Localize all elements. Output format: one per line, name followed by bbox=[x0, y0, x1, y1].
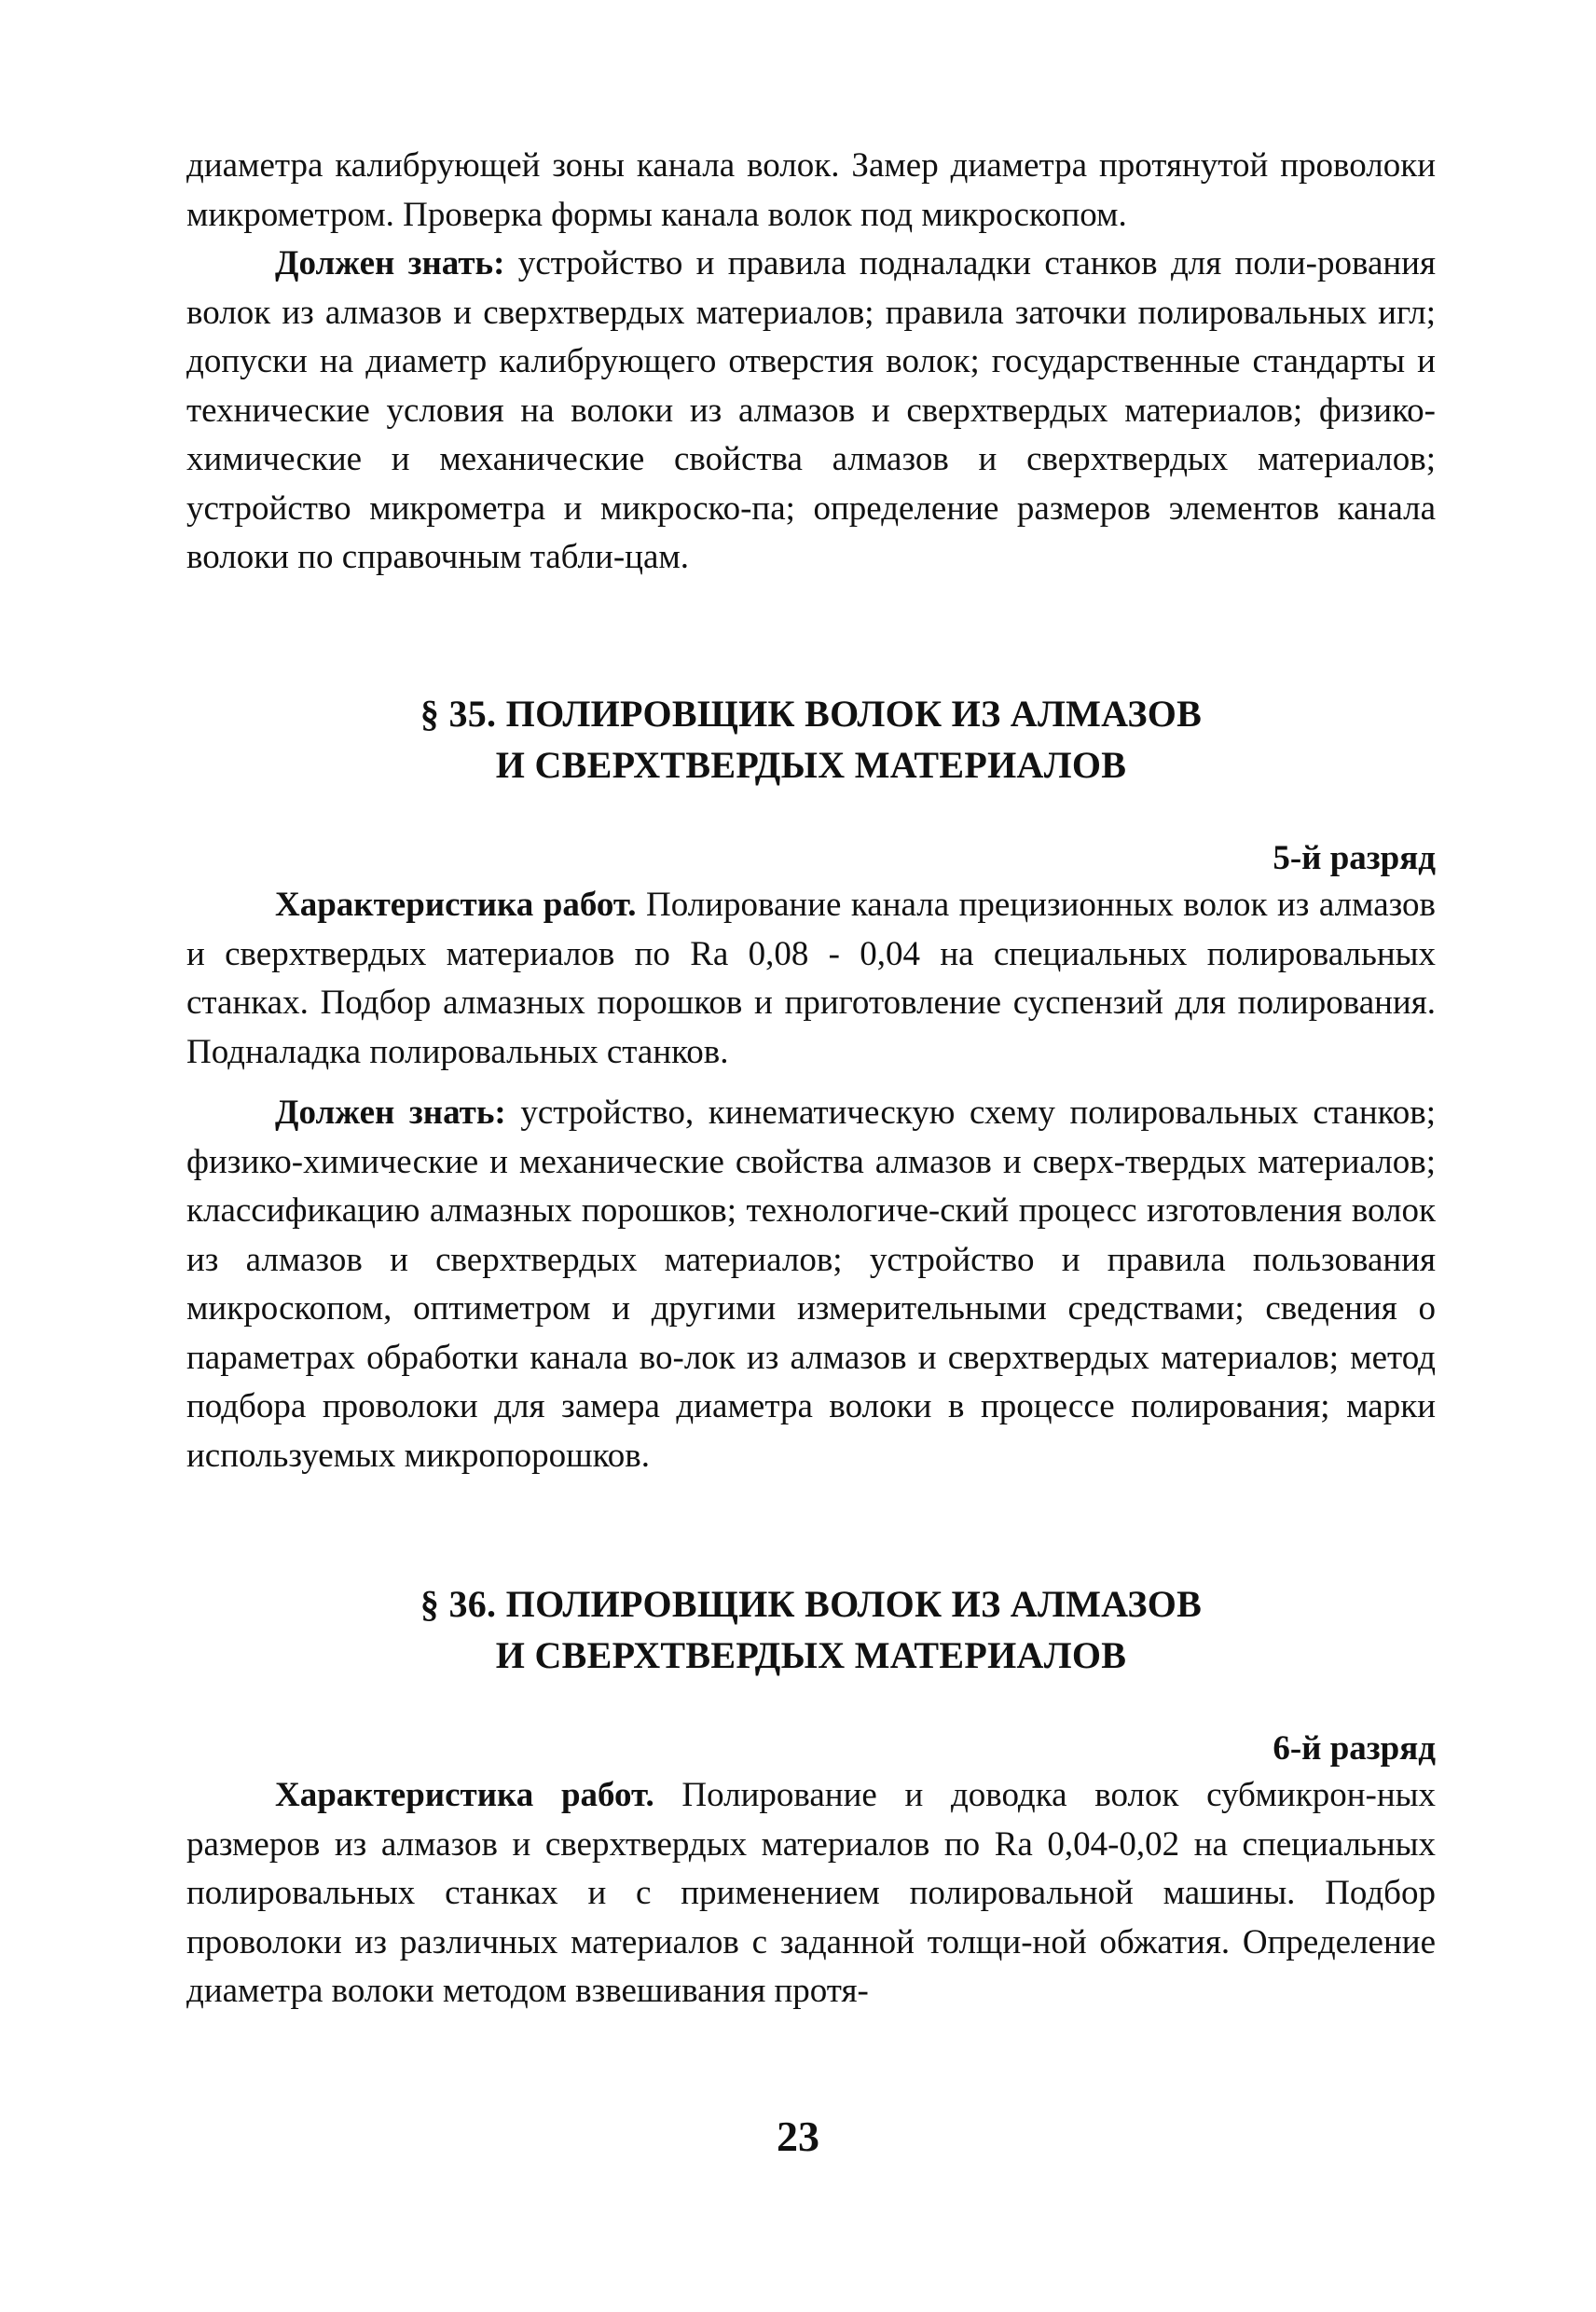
section-36-rank: 6-й разряд bbox=[1273, 1729, 1436, 1768]
text-line: па; определение размеров элементов канала волоки по справочным табли- bbox=[186, 489, 1436, 576]
section-35-rank: 5-й разряд bbox=[1273, 839, 1436, 877]
text-line: Полирование канала прецизионных волок bbox=[645, 886, 1268, 924]
text-line: цам. bbox=[625, 538, 690, 576]
work-paragraph bbox=[186, 881, 1436, 1077]
section-36-title bbox=[186, 1578, 1436, 1681]
section-35-title bbox=[186, 688, 1436, 791]
section-36-work bbox=[186, 1771, 1436, 2016]
knowledge-label: Должен знать: bbox=[275, 1094, 506, 1132]
intro-knowledge-paragraph bbox=[186, 240, 1436, 583]
text-line: сверхтвердых материалов; физико-химические и механические свойства bbox=[186, 391, 1437, 478]
text-line: замера диаметра волоки в процессе полирования; марки используемых bbox=[186, 1387, 1437, 1475]
text-line: станков; физико-химические и механические свойства алмазов и сверх- bbox=[186, 1094, 1437, 1181]
section-title-line: И СВЕРХТВЕРДЫХ МАТЕРИАЛОВ bbox=[495, 744, 1127, 786]
section-title-line: § 36. ПОЛИРОВЩИК ВОЛОК ИЗ АЛМАЗОВ bbox=[420, 1583, 1203, 1625]
text-line: алмазов и сверхтвердых материалов; устройство микрометра и микроско- bbox=[186, 440, 1436, 528]
knowledge-paragraph bbox=[186, 1089, 1436, 1480]
text-line: из алмазов и сверхтвердых материалов по Ra 0,08 - 0,04 на специальных bbox=[186, 886, 1437, 973]
text-line: твердых материалов; классификацию алмазных порошков; технологиче- bbox=[186, 1142, 1436, 1230]
intro-text bbox=[186, 142, 1436, 583]
work-label: Характеристика работ. bbox=[275, 1776, 654, 1814]
work-label: Характеристика работ. bbox=[275, 886, 637, 924]
section-title-line: И СВЕРХТВЕРДЫХ МАТЕРИАЛОВ bbox=[495, 1634, 1127, 1676]
text-line: устройство, кинематическую схему полировальных bbox=[520, 1094, 1299, 1132]
text-line: ных размеров из алмазов и сверхтвердых материалов по Ra 0,04-0,02 на bbox=[186, 1776, 1436, 1864]
knowledge-label: Должен знать: bbox=[275, 244, 505, 282]
text-line: микропорошков. bbox=[404, 1436, 650, 1475]
page-number: 23 bbox=[777, 2112, 819, 2160]
section-35-work bbox=[186, 881, 1436, 1077]
text-line: специальных полировальных станках и с применением полировальной bbox=[186, 1824, 1436, 1912]
text-line: проволоки микрометром. Проверка формы канала волок под микроскопом. bbox=[186, 146, 1437, 234]
text-line: суспензий для полирования. Подналадка полировальных станков. bbox=[186, 984, 1436, 1071]
text-line: рования волок из алмазов и сверхтвердых материалов; правила заточки bbox=[186, 244, 1436, 332]
text-line: ский процесс изготовления волок из алмазов и сверхтвердых материалов; bbox=[186, 1191, 1436, 1279]
text-line: машины. Подбор проволоки из различных материалов с заданной толщи- bbox=[186, 1874, 1437, 1961]
text-line: государственные стандарты и технические условия на волоки из алмазов и bbox=[186, 342, 1436, 430]
text-line: полировальных станках. Подбор алмазных порошков и приготовление bbox=[186, 934, 1436, 1022]
intro-paragraph bbox=[186, 142, 1436, 240]
text-line: устройство и правила подналадки станков для поли- bbox=[517, 244, 1317, 282]
text-line: лок из алмазов и сверхтвердых материалов; метод подбора проволоки для bbox=[186, 1338, 1436, 1425]
text-line: полировальных игл; допуски на диаметр калибрующего отверстия волок; bbox=[186, 293, 1436, 380]
text-line: Полирование и доводка волок субмикрон- bbox=[681, 1776, 1377, 1814]
section-title-line: § 35. ПОЛИРОВЩИК ВОЛОК ИЗ АЛМАЗОВ bbox=[420, 693, 1203, 735]
text-line: ной обжатия. Определение диаметра волоки методом взвешивания протя- bbox=[186, 1922, 1436, 2010]
text-line: устройство и правила пользования микроскопом, оптиметром и другими bbox=[186, 1240, 1436, 1328]
section-35-knowledge bbox=[186, 1089, 1436, 1480]
text-line: диаметра калибрующей зоны канала волок. Замер диаметра протянутой bbox=[186, 146, 1269, 185]
text-line: измерительными средствами; сведения о параметрах обработки канала во- bbox=[186, 1289, 1436, 1377]
work-paragraph bbox=[186, 1771, 1436, 2016]
